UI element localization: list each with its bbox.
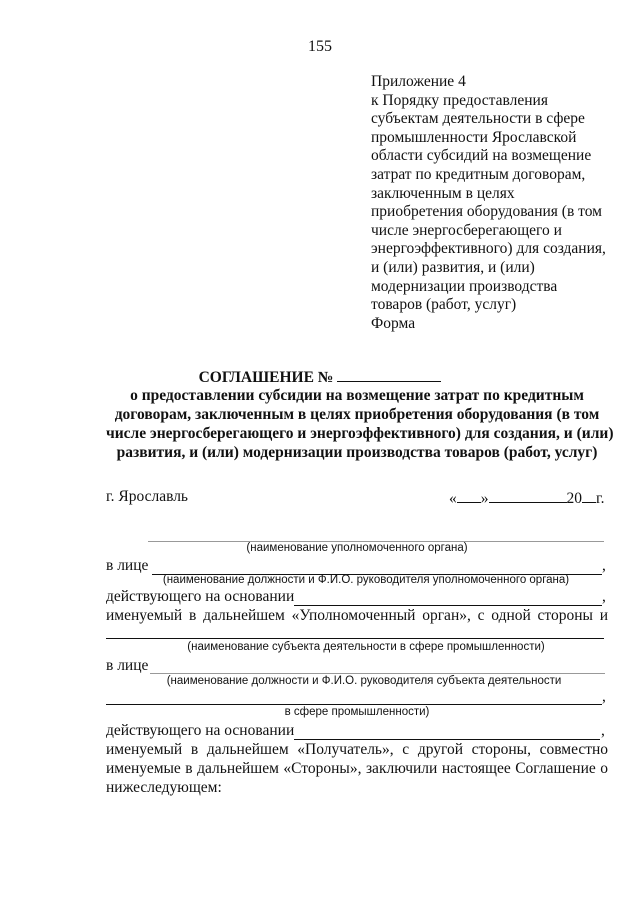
in-person-label: в лице	[106, 557, 149, 574]
in-person-label: в лице	[106, 657, 149, 674]
recipient-named-text: именуемый в дальнейшем «Получатель», с другой стороны, совместно	[106, 741, 609, 758]
authority-basis-field[interactable]	[294, 605, 602, 606]
appendix-line: Приложение 4	[371, 73, 466, 90]
appendix-line: товаров (работ, услуг)	[371, 296, 517, 314]
quote-open: «	[449, 490, 457, 507]
appendix-line: к Порядку предоставления	[371, 91, 548, 109]
appendix-line: числе энергосберегающего и	[371, 221, 562, 239]
month-field[interactable]	[489, 488, 567, 503]
subtitle-line: договорам, заключенным в целях приобретения оборудования (в том	[114, 406, 600, 423]
form-label: Форма	[371, 315, 416, 332]
page-number: 155	[308, 38, 332, 55]
appendix-line: и (или) развития, и (или)	[371, 258, 535, 276]
year-field[interactable]	[582, 488, 596, 503]
agreement-heading: СОГЛАШЕНИЕ №	[198, 369, 334, 386]
agreement-number-field[interactable]	[337, 367, 441, 382]
quote-close: »	[480, 490, 489, 507]
comma: ,	[602, 588, 606, 605]
subtitle-line: числе энергосберегающего и энергоэффективного) для создания, и (или)	[106, 425, 614, 442]
appendix-block	[371, 73, 606, 315]
caption-entity-head-cont: в сфере промышленности)	[284, 706, 430, 718]
appendix-line: модернизации производства	[371, 277, 558, 295]
year-prefix: 20	[566, 490, 582, 507]
caption-authority: (наименование уполномоченного органа)	[246, 542, 468, 554]
caption-entity: (наименование субъекта деятельности в сфере промышленности)	[187, 641, 545, 653]
agreement-date	[449, 488, 604, 508]
appendix-line: затрат по кредитным договорам,	[371, 165, 586, 183]
acting-basis-label: действующего на основании	[106, 588, 295, 605]
comma: ,	[602, 688, 606, 705]
year-suffix: г.	[596, 490, 605, 507]
appendix-line: промышленности Ярославской	[371, 128, 577, 146]
comma: ,	[602, 557, 606, 574]
following-text: нижеследующем:	[106, 779, 222, 796]
appendix-line: субъектам деятельности в сфере	[371, 110, 585, 128]
appendix-line: области субсидий на возмещение	[371, 147, 592, 165]
appendix-line: энергоэффективного) для создания,	[371, 240, 606, 258]
appendix-line: заключенным в целях	[371, 184, 515, 202]
caption-authority-head: (наименование должности и Ф.И.О. руководителя уполномоченного органа)	[162, 574, 570, 586]
authority-named-text: именуемый в дальнейшем «Уполномоченный орган», с одной стороны и	[106, 607, 609, 624]
appendix-line: приобретения оборудования (в том	[371, 203, 602, 221]
entity-basis-field[interactable]	[294, 739, 600, 740]
subtitle-line: о предоставлении субсидии на возмещение затрат по кредитным	[130, 387, 584, 404]
entity-head-field-cont[interactable]	[106, 704, 602, 705]
day-field[interactable]	[457, 488, 481, 503]
city-name: г. Ярославль	[106, 488, 188, 505]
caption-entity-head: (наименование должности и Ф.И.О. руководителя субъекта деятельности	[166, 675, 562, 687]
acting-basis-label: действующего на основании	[106, 722, 295, 739]
comma: ,	[601, 722, 605, 739]
subtitle-line: развития, и (или) модернизации производства товаров (работ, услуг)	[116, 444, 598, 461]
entity-head-field[interactable]	[150, 673, 605, 674]
agreement-subtitle	[106, 386, 614, 462]
entity-name-field[interactable]	[106, 638, 604, 639]
agreement-title	[0, 367, 640, 387]
parties-named-text: именуемые в дальнейшем «Стороны», заключили настоящее Соглашение о	[106, 760, 608, 777]
